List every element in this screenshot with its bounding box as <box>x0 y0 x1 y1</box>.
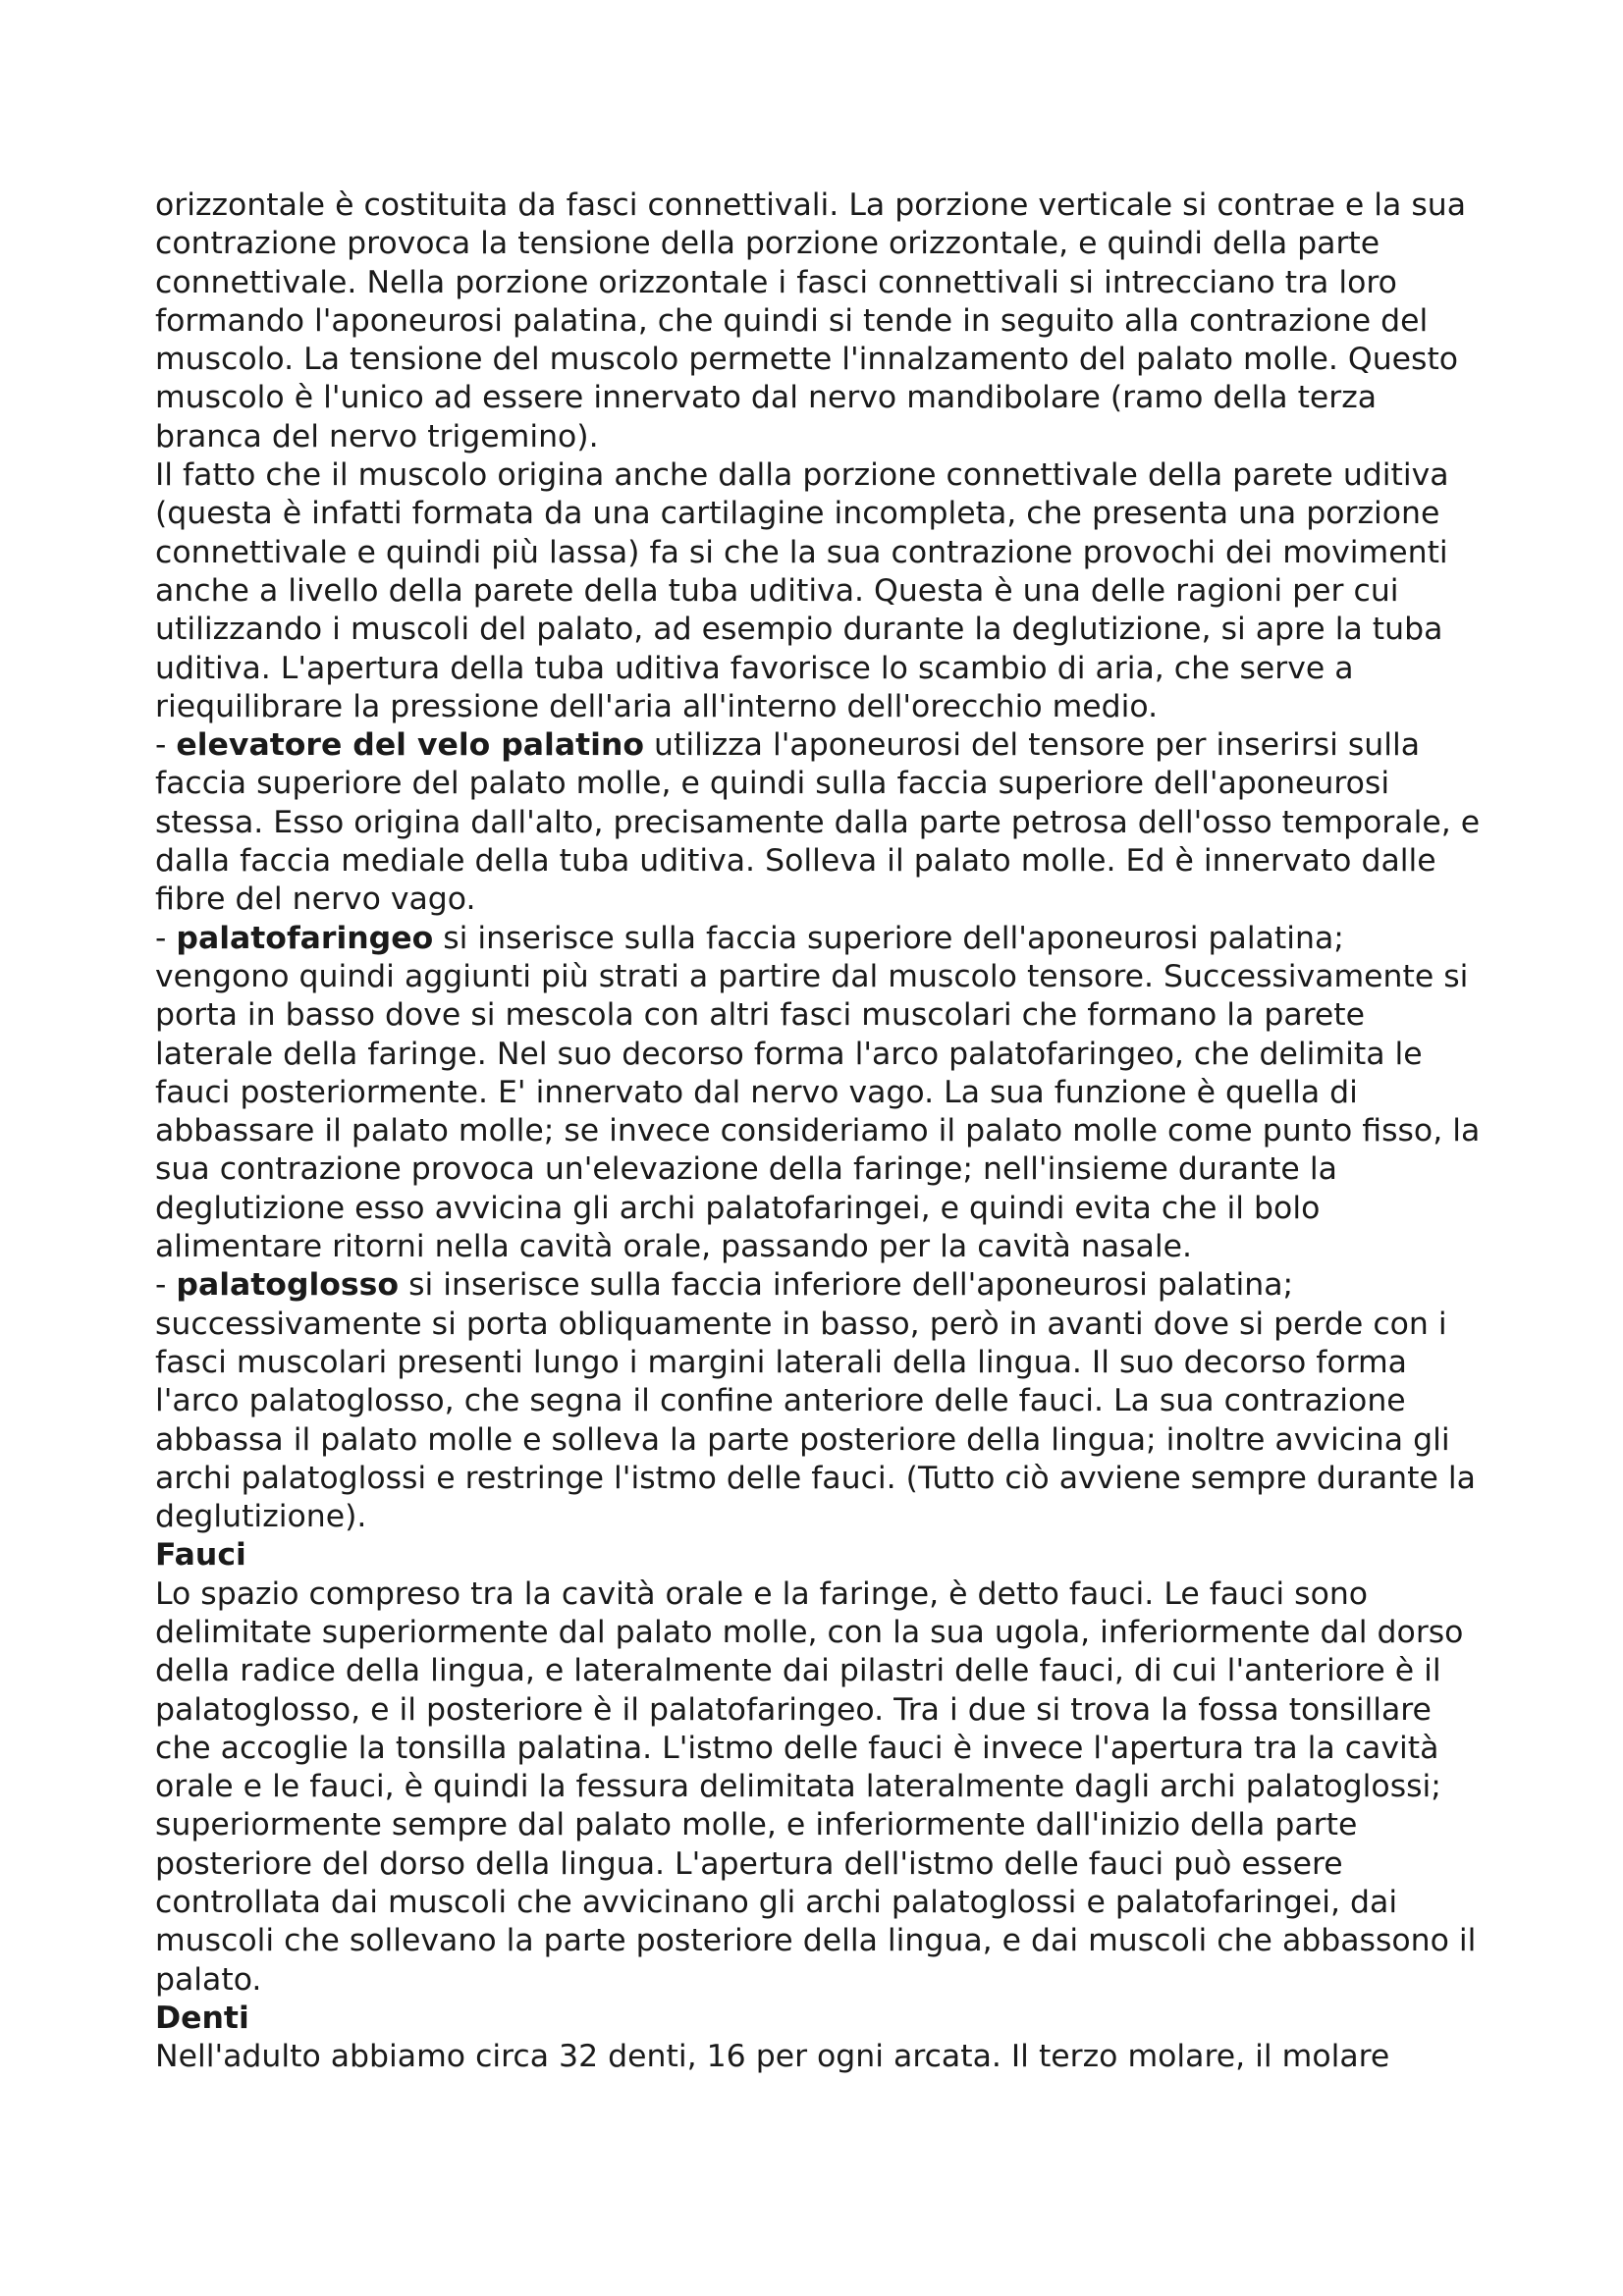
palatoglosso-text: si inserisce sulla faccia inferiore dell'aponeurosi palatina; successivamente si porta obliquamente in basso, però in avanti dove si perde con i fasci muscolari presenti lungo i margini laterali della lingua. Il suo decorso forma l'arco palatoglosso, che segna il confine anteriore delle fauci. La sua contrazione abbassa il palato molle e solleva la parte posteriore della lingua; inoltre avvicina gli archi palatoglossi e restringe l'istmo delle fauci. (Tutto ciò avviene sempre durante la deglutizione). <box>155 1267 1476 1535</box>
heading-fauci: Fauci <box>155 1537 246 1574</box>
list-dash: - <box>155 920 177 956</box>
list-dash: - <box>155 1267 177 1304</box>
list-dash: - <box>155 727 177 764</box>
paragraph-fauci: Lo spazio compreso tra la cavità orale e la faringe, è detto fauci. Le fauci sono delimitate superiormente dal palato molle, con la sua ugola, inferiormente dal dorso della radice della lingua, e lateralmente dai pilastri delle fauci, di cui l'anteriore è il palatoglosso, e il posteriore è il palatofaringeo. Tra i due si trova la fossa tonsillare che accoglie la tonsilla palatina. L'istmo delle fauci è invece l'apertura tra la cavità orale e le fauci, è quindi la fessura delimitata lateralmente dagli archi palatoglossi; superiormente sempre dal palato molle, e inferiormente dall'inizio della parte posteriore del dorso della lingua. L'apertura dell'istmo delle fauci può essere controllata dai muscoli che avvicinano gli archi palatoglossi e palatofaringei, dai muscoli che sollevano la parte posteriore della lingua, e dai muscoli che abbassono il palato. <box>155 1575 1477 1998</box>
paragraph-tensore: orizzontale è costituita da fasci connettivali. La porzione verticale si contrae e la sua contrazione provoca la tensione della porzione orizzontale, e quindi della parte connettivale. Nella porzione orizzontale i fasci connettivali si intrecciano tra loro formando l'aponeurosi palatina, che quindi si tende in seguito alla contrazione del muscolo. La tensione del muscolo permette l'innalzamento del palato molle. Questo muscolo è l'unico ad essere innervato dal nervo mandibolare (ramo della terza branca del nervo trigemino). <box>155 187 1467 454</box>
paragraph-palatoglosso <box>155 1266 1481 1536</box>
palatofaringeo-text: si inserisce sulla faccia superiore dell'aponeurosi palatina; vengono quindi aggiunti più strati a partire dal muscolo tensore. Successivamente si porta in basso dove si mescola con altri fasci muscolari che formano la parete laterale della faringe. Nel suo decorso forma l'arco palatofaringeo, che delimita le fauci posteriormente. E' innervato dal nervo vago. La sua funzione è quella di abbassare il palato molle; se invece consideriamo il palato molle come punto fisso, la sua contrazione provoca un'elevazione della faringe; nell'insieme durante la deglutizione esso avvicina gli archi palatofaringei, e quindi evita che il bolo alimentare ritorni nella cavità orale, passando per la cavità nasale. <box>155 920 1481 1265</box>
term-palatoglosso: palatoglosso <box>176 1267 400 1304</box>
document-body <box>155 187 1481 2077</box>
paragraph-denti: Nell'adulto abbiamo circa 32 denti, 16 per ogni arcata. Il terzo molare, il molare <box>155 2039 1390 2075</box>
term-elevatore: elevatore del velo palatino <box>176 727 645 764</box>
paragraph-tuba-uditiva: Il fatto che il muscolo origina anche dalla porzione connettivale della parete uditiva (questa è infatti formata da una cartilagine incompleta, che presenta una porzione connettivale e quindi più lassa) fa si che la sua contrazione provochi dei movimenti anche a livello della parete della tuba uditiva. Questa è una delle ragioni per cui utilizzando i muscoli del palato, ad esempio durante la deglutizione, si apre la tuba uditiva. L'apertura della tuba uditiva favorisce lo scambio di aria, che serve a riequilibrare la pressione dell'aria all'interno dell'orecchio medio. <box>155 457 1449 724</box>
heading-denti: Denti <box>155 2000 249 2036</box>
paragraph-elevatore <box>155 726 1481 919</box>
term-palatofaringeo: palatofaringeo <box>176 920 434 956</box>
paragraph-palatofaringeo <box>155 920 1481 1267</box>
elevatore-text: utilizza l'aponeurosi del tensore per inserirsi sulla faccia superiore del palato molle, e quindi sulla faccia superiore dell'aponeurosi stessa. Esso origina dall'alto, precisamente dalla parte petrosa dell'osso temporale, e dalla faccia mediale della tuba uditiva. Solleva il palato molle. Ed è innervato dalle fibre del nervo vago. <box>155 727 1481 918</box>
